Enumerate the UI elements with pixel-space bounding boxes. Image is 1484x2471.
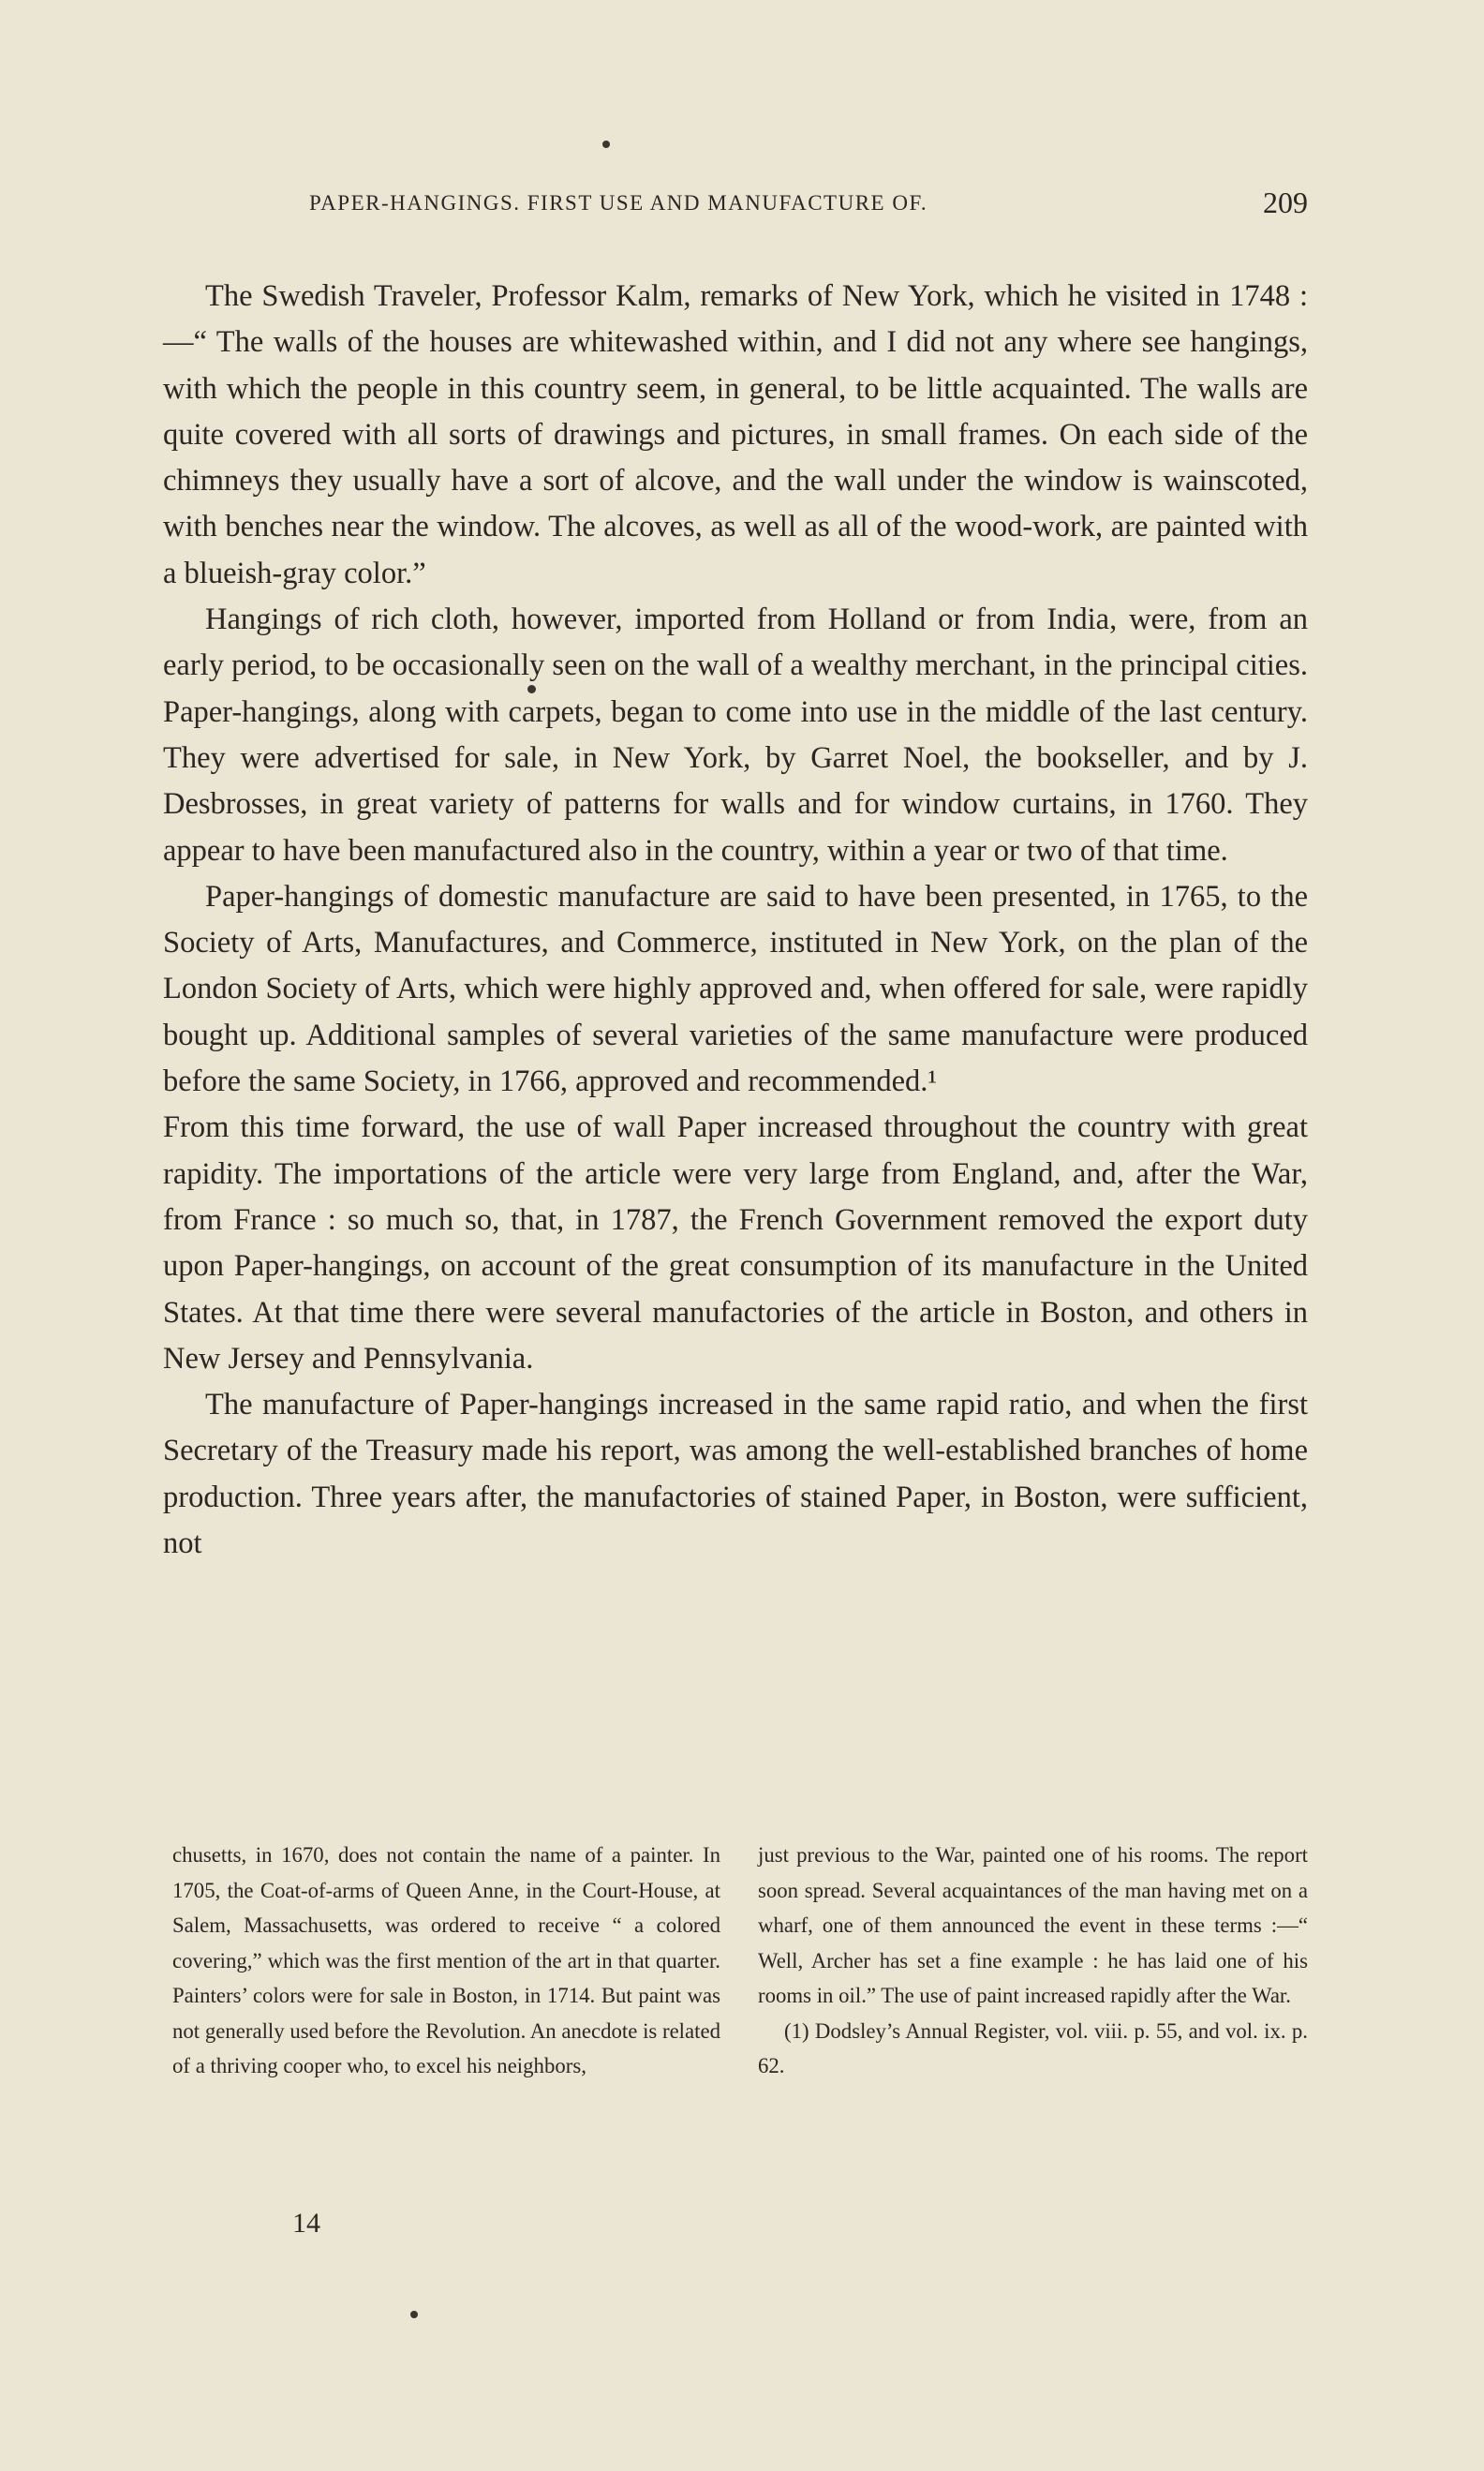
page-header — [159, 186, 1308, 229]
main-text — [163, 274, 1308, 1567]
signature-mark: 14 — [292, 2208, 320, 2239]
paragraph-2: Hangings of rich cloth, however, imported from Holland or from India, were, from an early period, to be occasionally seen on the wall of a wealthy merchant, in the principal cities. Paper-hangings, along with carpets, began to come into use in the middle of the last century. They were advertised for sale, in New York, by Garret Noel, the bookseller, and by J. Desbrosses, in great variety of patterns for walls and for window curtains, in 1760. They appear to have been manufactured also in the country, within a year or two of that time. — [163, 603, 1308, 868]
ink-dot-bottom — [410, 2311, 418, 2318]
footnote-column-right — [758, 1838, 1308, 2084]
page-number: 209 — [1263, 186, 1308, 219]
footnote-continued-right: just previous to the War, painted one of his rooms. The report soon spread. Several acquaintances of the man having met on a wharf, one of them announced the event in these terms :—“ Well, Archer has set a fine example : he has laid one of his rooms in oil.” The use of paint increased rapidly after the War. — [758, 1843, 1308, 2007]
ink-dot-top — [602, 141, 610, 148]
paragraph-4: From this time forward, the use of wall Paper increased throughout the country with great rapidity. The importations of the article were very large from England, and, after the War, from France : so much so, that, in 1787, the French Government removed the export duty upon Paper-hangings, on account of the great consumption of its manufacture in the United States. At that time there were several manufactories of the article in Boston, and others in New Jersey and Pennsylvania. — [163, 1110, 1308, 1376]
footnote-1: (1) Dodsley’s Annual Register, vol. viii. p. 55, and vol. ix. p. 62. — [758, 2018, 1308, 2077]
paragraph-5: The manufacture of Paper-hangings increased in the same rapid ratio, and when the first Secretary of the Treasury made his report, was among the well-established branches of home production. Three years after, the manufactories of stained Paper, in Boston, were sufficient, not — [163, 1388, 1308, 1561]
running-head: PAPER-HANGINGS. FIRST USE AND MANUFACTURE OF. — [309, 191, 928, 215]
footnote-continued-left: chusetts, in 1670, does not contain the name of a painter. In 1705, the Coat-of-arms of Queen Anne, in the Court-House, at Salem, Massachusetts, was ordered to receive “ a colored covering,” which was the first mention of the art in that quarter. Painters’ colors were for sale in Boston, in 1714. But paint was not generally used before the Revolution. An anecdote is related of a thriving cooper who, to excel his neighbors, — [172, 1843, 720, 2077]
paragraph-3: Paper-hangings of domestic manufacture are said to have been presented, in 1765, to the Society of Arts, Manufactures, and Commerce, instituted in New York, on the plan of the London Society of Arts, which were highly approved and, when offered for sale, were rapidly bought up. Additional samples of several varieties of the same manufacture were produced before the same Society, in 1766, approved and recommended.¹ — [163, 879, 1308, 1099]
footnote-column-left — [172, 1838, 720, 2084]
ink-dot-mid — [527, 685, 536, 693]
paragraph-1: The Swedish Traveler, Professor Kalm, remarks of New York, which he visited in 1748 :—“ The walls of the houses are whitewashed within, and I did not any where see hangings, with which the people in this country seem, in general, to be little acquainted. The walls are quite covered with all sorts of drawings and pictures, in small frames. On each side of the chimneys they usually have a sort of alcove, and the wall under the window is wainscoted, with benches near the window. The alcoves, as well as all of the wood-work, are painted with a blueish-gray color.” — [163, 279, 1308, 590]
footnotes — [163, 1838, 1308, 2212]
